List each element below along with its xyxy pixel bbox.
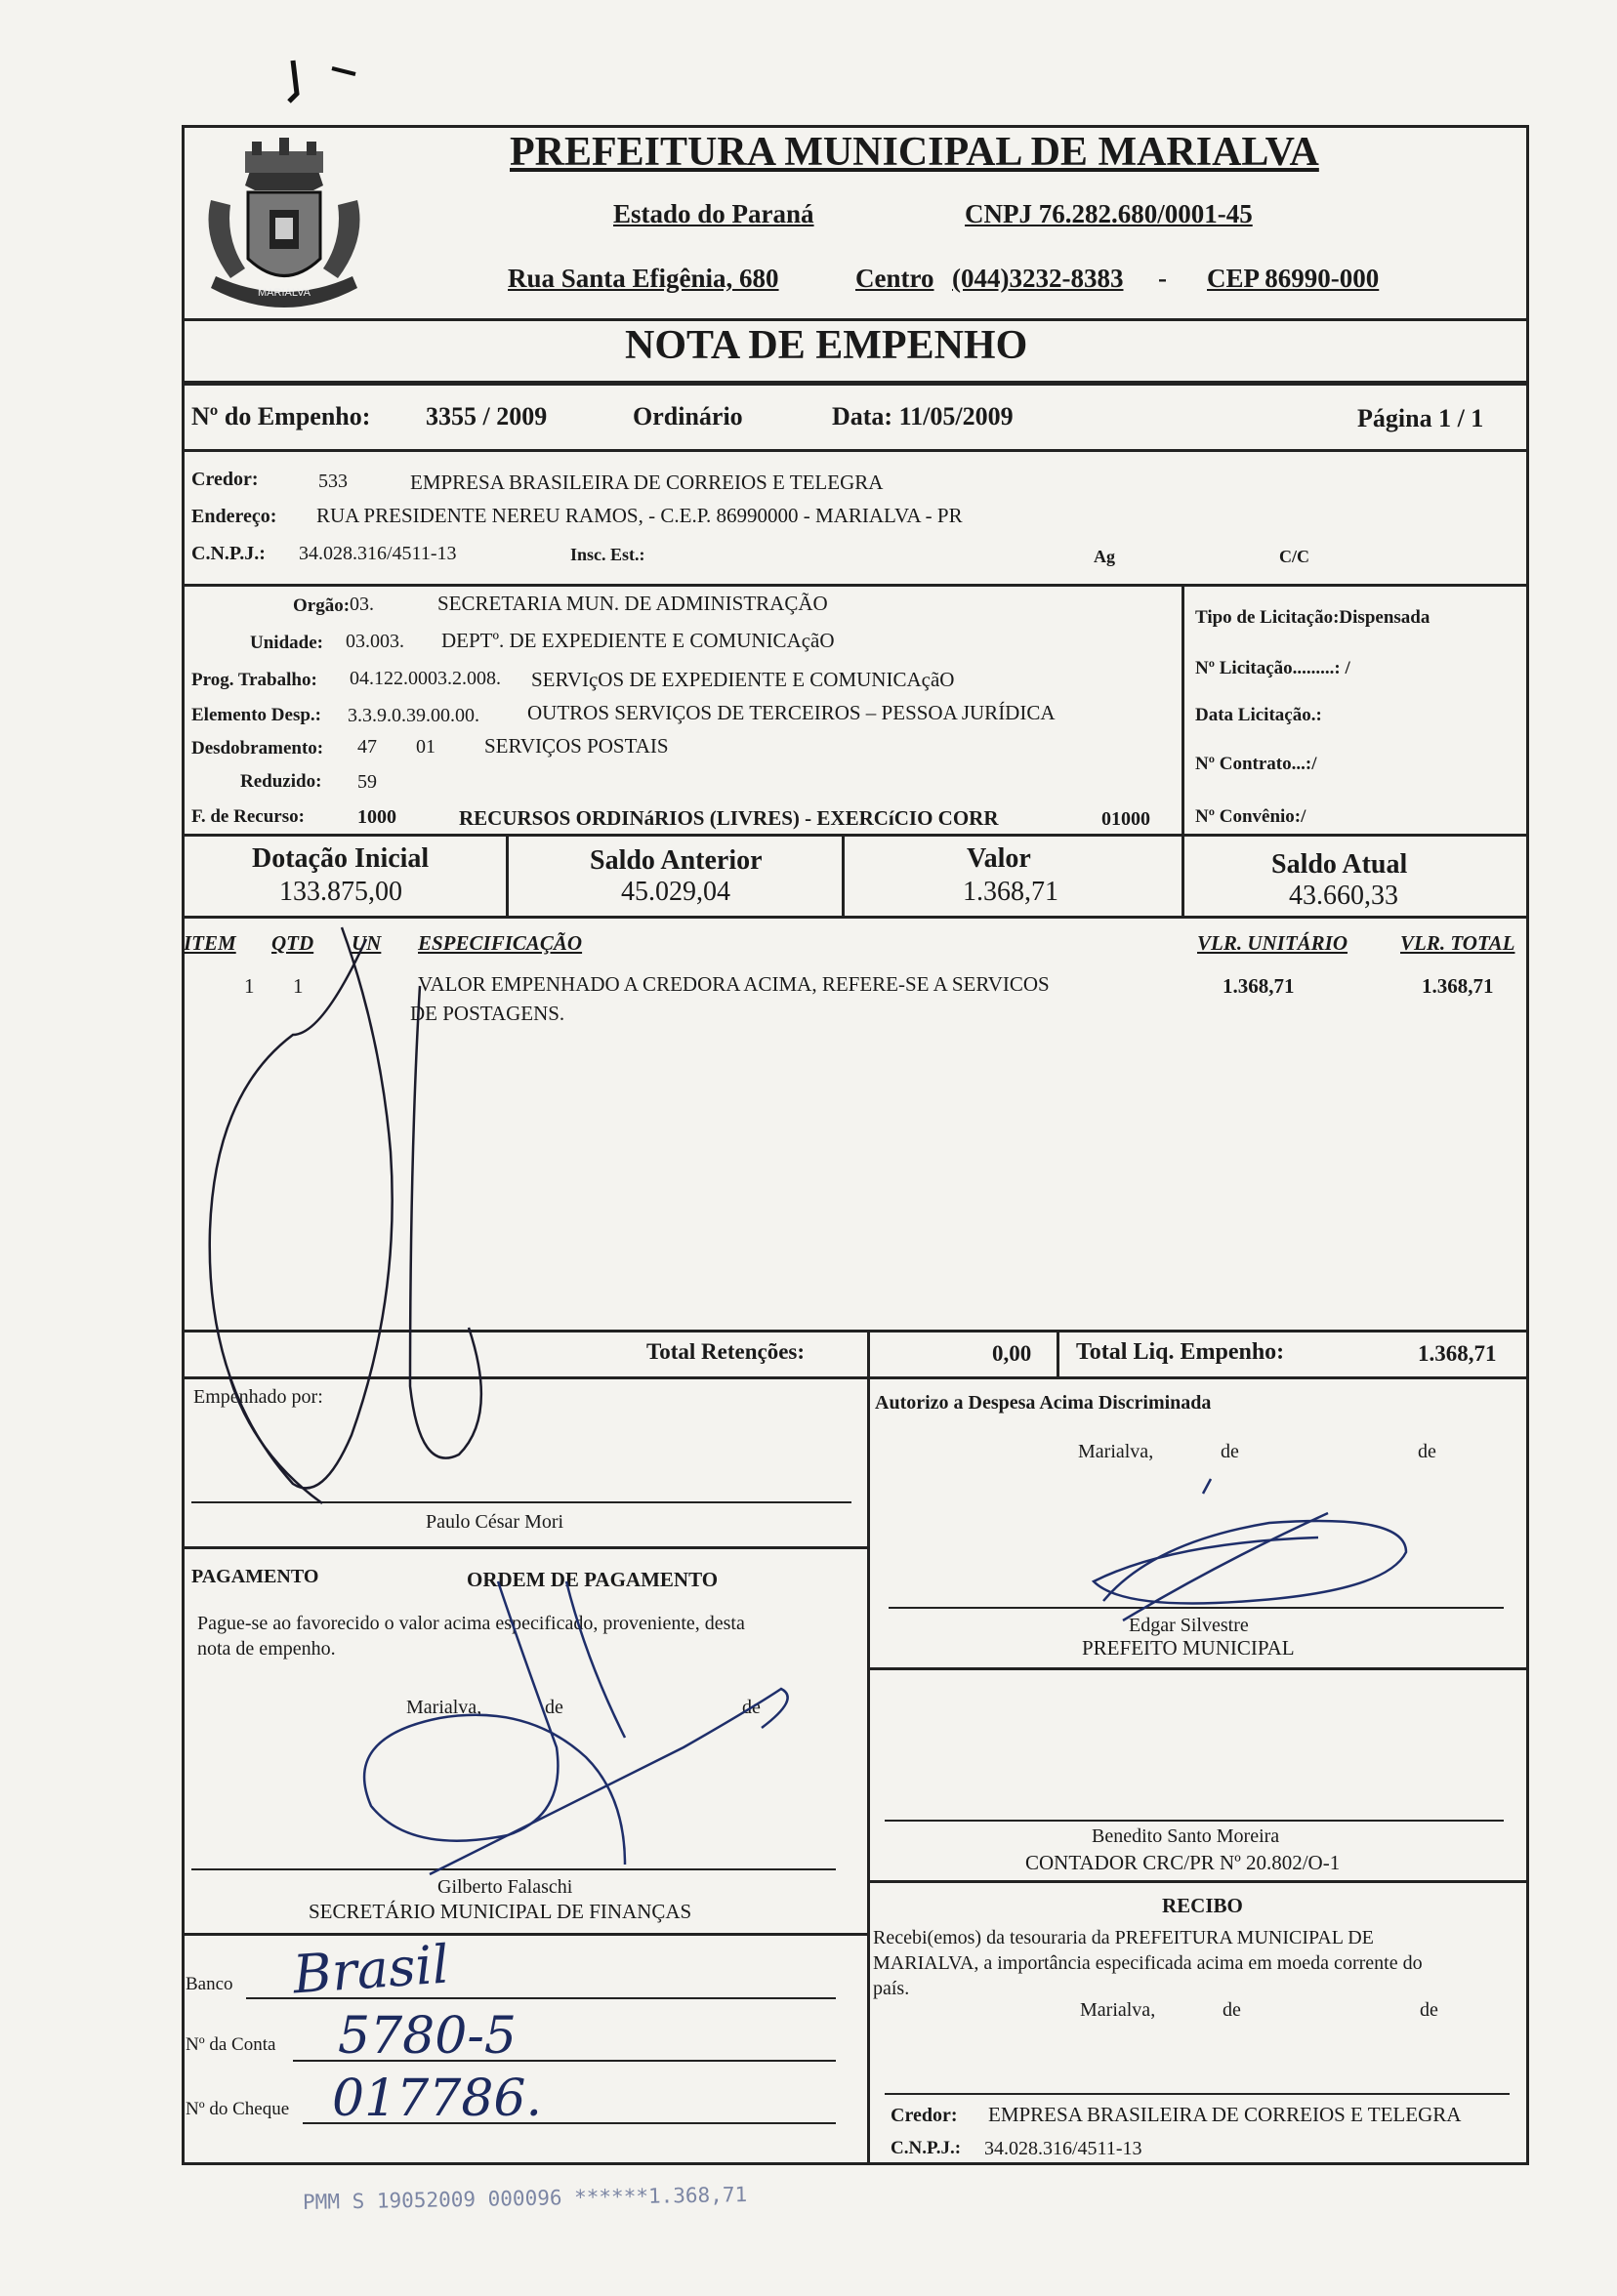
contrato-number: Nº Contrato...:/ [1195, 754, 1317, 774]
prog-label: Prog. Trabalho: [191, 670, 317, 690]
pagamento-city: Marialva, [406, 1697, 482, 1718]
recibo-credor-label: Credor: [891, 2105, 958, 2126]
item-unit-value: 1.368,71 [1223, 974, 1295, 998]
unidade-label: Unidade: [250, 633, 323, 653]
empenhado-por-label: Empenhado por: [193, 1386, 323, 1408]
elemento-code: 3.3.9.0.39.00.00. [348, 705, 479, 726]
divider [506, 834, 509, 916]
item-quantity: 1 [293, 974, 304, 998]
signature-line [885, 2093, 1510, 2095]
recibo-city: Marialva, [1080, 1999, 1156, 2021]
orgao-code: 03. [350, 594, 374, 615]
desdobramento-name: SERVIÇOS POSTAIS [484, 734, 669, 758]
state-name: Estado do Paraná [613, 199, 814, 228]
recibo-de1: de [1223, 1999, 1241, 2021]
divider [182, 318, 1529, 321]
header-dash: - [1158, 264, 1167, 293]
account-label: C/C [1279, 547, 1309, 566]
cnpj-label: C.N.P.J.: [191, 543, 266, 564]
divider [182, 1376, 1529, 1379]
contador-name: Benedito Santo Moreira [1092, 1825, 1280, 1847]
empenho-number: 3355 / 2009 [426, 402, 548, 430]
divider [867, 1880, 1529, 1883]
divider [182, 834, 1529, 837]
pagamento-de1: de [545, 1697, 563, 1718]
total-liquido-value: 1.368,71 [1418, 1341, 1497, 1366]
recurso-number: 01000 [1101, 808, 1150, 830]
credor-cnpj: 34.028.316/4511-13 [299, 543, 457, 564]
insc-est-label: Insc. Est.: [570, 545, 645, 564]
header-phone: (044)3232-8383 [952, 264, 1124, 293]
saldo-anterior-value: 45.029,04 [621, 877, 730, 907]
header-cep: CEP 86990-000 [1207, 264, 1380, 293]
pagamento-text-line2: nota de empenho. [197, 1638, 336, 1660]
contador-title: CONTADOR CRC/PR Nº 20.802/O-1 [1025, 1851, 1341, 1874]
unidade-name: DEPTº. DE EXPEDIENTE E COMUNICAçãO [441, 629, 835, 652]
recibo-cnpj: 34.028.316/4511-13 [984, 2138, 1142, 2159]
endereco: RUA PRESIDENTE NEREU RAMOS, - C.E.P. 86990000 - MARIALVA - PR [316, 504, 963, 527]
signature-line [885, 1820, 1504, 1822]
col-especificacao: ESPECIFICAÇÃO [418, 931, 583, 955]
document-title: NOTA DE EMPENHO [625, 323, 1028, 368]
autorizo-city: Marialva, [1078, 1441, 1154, 1462]
prefeito-title: PREFEITO MUNICIPAL [1082, 1636, 1295, 1660]
page-number: Página 1 / 1 [1357, 404, 1484, 432]
dotacao-label: Dotação Inicial [252, 843, 430, 874]
col-un: UN [352, 931, 382, 955]
divider [867, 1667, 1529, 1670]
svg-text:MARIALVA: MARIALVA [258, 287, 311, 299]
total-liquido-label: Total Liq. Empenho: [1076, 1339, 1285, 1365]
elemento-name: OUTROS SERVIÇOS DE TERCEIROS – PESSOA JURÍDICA [527, 701, 1056, 724]
dotacao-value: 133.875,00 [279, 877, 402, 907]
banco-value: Brasil [290, 1933, 451, 2006]
col-qtd: QTD [271, 931, 314, 955]
autorizo-de2: de [1418, 1441, 1436, 1462]
recibo-line3: país. [873, 1978, 910, 1999]
convenio-number: Nº Convênio:/ [1195, 806, 1306, 827]
recibo-credor-name: EMPRESA BRASILEIRA DE CORREIOS E TELEGRA [988, 2103, 1462, 2126]
secretario-name: Gilberto Falaschi [437, 1876, 573, 1898]
divider [182, 1546, 867, 1549]
col-valor-unitario: VLR. UNITÁRIO [1197, 931, 1348, 955]
pagamento-text-line1: Pague-se ao favorecido o valor acima especificado, proveniente, desta [197, 1613, 745, 1634]
divider [182, 1933, 867, 1936]
total-retencoes-label: Total Retenções: [646, 1339, 806, 1364]
divider [842, 834, 845, 916]
signature-line [889, 1607, 1504, 1609]
saldo-atual-value: 43.660,33 [1289, 881, 1398, 911]
reduzido-label: Reduzido: [240, 771, 322, 792]
agency-label: Ag [1094, 547, 1115, 566]
divider [1057, 1330, 1059, 1376]
total-retencoes-value: 0,00 [992, 1341, 1032, 1366]
municipality-title: PREFEITURA MUNICIPAL DE MARIALVA [510, 130, 1319, 175]
item-spec-line2: DE POSTAGENS. [410, 1002, 565, 1025]
cheque-value: 017786. [332, 2070, 543, 2128]
divider [182, 1330, 1529, 1332]
header-address: Rua Santa Efigênia, 680 [508, 264, 779, 293]
desdobramento-label: Desdobramento: [191, 738, 324, 758]
divider [1182, 584, 1184, 834]
recurso-code: 1000 [357, 806, 396, 828]
pagamento-label: PAGAMENTO [191, 1566, 319, 1587]
recurso-name: RECURSOS ORDINáRIOS (LIVRES) - EXERCíCIO CORR [459, 806, 999, 830]
empenhado-por-name: Paulo César Mori [426, 1511, 564, 1533]
licitacao-tipo: Tipo de Licitação:Dispensada [1195, 607, 1430, 628]
divider [182, 584, 1529, 587]
orgao-name: SECRETARIA MUN. DE ADMINISTRAÇÃO [437, 592, 828, 615]
item-number: 1 [244, 974, 255, 998]
divider [182, 381, 1529, 386]
recibo-line1: Recebi(emos) da tesouraria da PREFEITURA MUNICIPAL DE [873, 1927, 1374, 1948]
divider [182, 916, 1529, 919]
autorizo-label: Autorizo a Despesa Acima Discriminada [875, 1392, 1212, 1414]
prefeito-name: Edgar Silvestre [1129, 1615, 1249, 1636]
empenho-date: Data: 11/05/2009 [832, 402, 1014, 430]
desdobramento-subcode: 01 [416, 736, 435, 758]
recibo-title: RECIBO [1162, 1894, 1243, 1917]
autorizo-de1: de [1221, 1441, 1239, 1462]
unidade-code: 03.003. [346, 631, 404, 652]
payment-stamp: PMM S 19052009 000096 ******1.368,71 [302, 2183, 748, 2214]
licitacao-data: Data Licitação.: [1195, 705, 1322, 725]
item-total-value: 1.368,71 [1422, 974, 1494, 998]
conta-label: Nº da Conta [186, 2034, 276, 2055]
credor-name: EMPRESA BRASILEIRA DE CORREIOS E TELEGRA [410, 471, 884, 494]
orgao-label: Orgão: [293, 595, 351, 616]
recibo-cnpj-label: C.N.P.J.: [891, 2138, 962, 2158]
recibo-line2: MARIALVA, a importância especificada acima em moeda corrente do [873, 1952, 1423, 1974]
recurso-label: F. de Recurso: [191, 806, 305, 827]
saldo-anterior-label: Saldo Anterior [590, 845, 763, 876]
divider [1182, 834, 1184, 916]
saldo-atual-label: Saldo Atual [1271, 849, 1408, 880]
empenho-number-label: Nº do Empenho: [191, 402, 371, 430]
licitacao-numero: Nº Licitação.........: / [1195, 658, 1350, 678]
credor-code: 533 [318, 471, 348, 492]
pagamento-de2: de [742, 1697, 761, 1718]
elemento-label: Elemento Desp.: [191, 705, 321, 725]
credor-label: Credor: [191, 469, 259, 490]
valor-value: 1.368,71 [963, 877, 1058, 907]
secretario-title: SECRETÁRIO MUNICIPAL DE FINANÇAS [309, 1900, 692, 1923]
signature-line [191, 1868, 836, 1870]
divider [182, 449, 1529, 452]
reduzido-code: 59 [357, 771, 377, 793]
cheque-label: Nº do Cheque [186, 2099, 290, 2119]
col-item: ITEM [184, 931, 236, 955]
header-neighborhood: Centro [855, 264, 934, 293]
banco-label: Banco [186, 1974, 233, 1994]
prog-name: SERVIçOS DE EXPEDIENTE E COMUNICAçãO [531, 668, 955, 691]
endereco-label: Endereço: [191, 506, 277, 527]
municipal-crest-icon [191, 132, 377, 317]
col-valor-total: VLR. TOTAL [1400, 931, 1515, 955]
ordem-pagamento-label: ORDEM DE PAGAMENTO [467, 1568, 719, 1591]
prog-code: 04.122.0003.2.008. [350, 668, 501, 689]
item-spec-line1: VALOR EMPENHADO A CREDORA ACIMA, REFERE-SE A SERVICOS [418, 972, 1050, 996]
empenho-type: Ordinário [633, 402, 743, 430]
header-cnpj: CNPJ 76.282.680/0001-45 [965, 199, 1253, 228]
conta-value: 5780-5 [338, 2007, 517, 2066]
valor-label: Valor [967, 843, 1031, 874]
divider [867, 1330, 870, 1376]
signature-line [191, 1501, 851, 1503]
divider [867, 1376, 870, 2165]
recibo-de2: de [1420, 1999, 1438, 2021]
desdobramento-code: 47 [357, 736, 377, 758]
